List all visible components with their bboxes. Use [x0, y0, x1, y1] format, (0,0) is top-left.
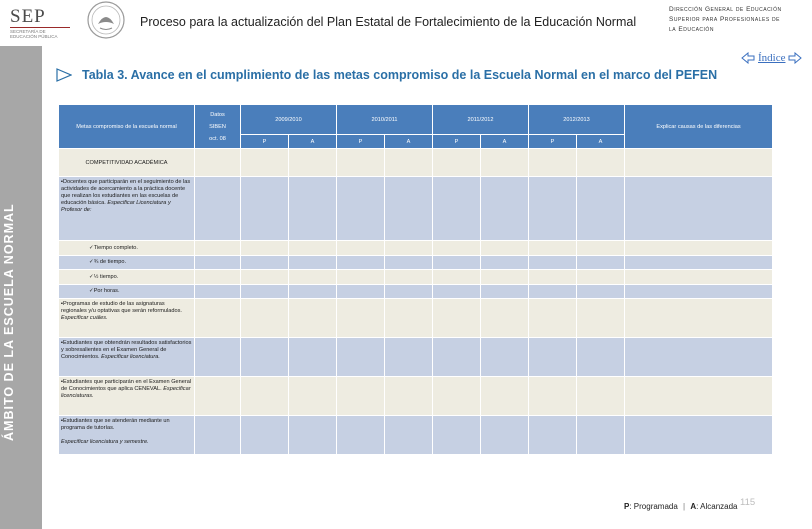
header-sub-a: A — [481, 135, 529, 149]
goal-specification: Especificar licenciatura y semestre. — [61, 439, 149, 445]
value-cell[interactable] — [195, 270, 241, 285]
page-number: 115 — [740, 497, 756, 508]
explanation-cell[interactable] — [625, 377, 773, 416]
value-cell[interactable] — [577, 416, 625, 455]
table-row — [59, 256, 773, 270]
value-cell[interactable] — [577, 270, 625, 285]
value-cell[interactable] — [241, 338, 289, 377]
explanation-cell[interactable] — [625, 241, 773, 256]
section-row — [59, 149, 773, 177]
value-cell[interactable] — [481, 270, 529, 285]
goal-text: Programas de estudio de las asignaturas regionales y/u optativas que serán reformulados. — [61, 301, 182, 314]
table-row — [59, 299, 773, 338]
value-cell[interactable] — [385, 338, 433, 377]
goal-description — [59, 177, 195, 241]
goal-text: Estudiantes que participarán en el Examen General de Conocimientos que aplica CENEVAL. — [61, 379, 192, 392]
header-datos-line-2: SIBEN — [209, 123, 226, 130]
value-cell[interactable] — [385, 177, 433, 241]
header-explicar: Explicar causas de las diferencias — [625, 105, 773, 149]
department-name — [669, 5, 782, 35]
explanation-cell[interactable] — [625, 270, 773, 285]
value-cell[interactable] — [433, 299, 481, 338]
value-cell[interactable] — [195, 285, 241, 299]
value-cell[interactable] — [241, 299, 289, 338]
value-cell[interactable] — [385, 299, 433, 338]
legend — [624, 502, 738, 511]
department-line-3: la Educación — [669, 26, 714, 33]
value-cell[interactable] — [433, 377, 481, 416]
header-title: Proceso para la actualización del Plan Estatal de Fortalecimiento de la Educación Normal — [140, 15, 637, 29]
value-cell[interactable] — [195, 299, 241, 338]
check-bullet-icon: ✓ — [89, 288, 94, 294]
goal-description — [59, 377, 195, 416]
value-cell[interactable] — [433, 338, 481, 377]
table-row — [59, 285, 773, 299]
index-link[interactable]: Índice — [758, 52, 786, 64]
value-cell[interactable] — [481, 416, 529, 455]
value-cell[interactable] — [289, 299, 337, 338]
value-cell[interactable] — [577, 177, 625, 241]
left-section-band — [0, 46, 42, 529]
header-sub-p: P — [529, 135, 577, 149]
value-cell[interactable] — [337, 377, 385, 416]
section-title: COMPETITIVIDAD ACADÉMICA — [59, 149, 195, 177]
value-cell[interactable] — [577, 285, 625, 299]
value-cell[interactable] — [337, 285, 385, 299]
header-sub-a: A — [577, 135, 625, 149]
explanation-cell[interactable] — [625, 299, 773, 338]
explanation-cell[interactable] — [625, 285, 773, 299]
square-bullet-icon: ▪ — [61, 179, 63, 185]
value-cell[interactable] — [195, 241, 241, 256]
table-row — [59, 416, 773, 455]
header-datos-siben — [195, 105, 241, 149]
goal-text: ½ tiempo. — [93, 273, 119, 280]
value-cell[interactable] — [433, 270, 481, 285]
value-cell[interactable] — [241, 285, 289, 299]
value-cell[interactable] — [337, 177, 385, 241]
next-arrow-icon[interactable] — [788, 52, 802, 64]
value-cell[interactable] — [433, 285, 481, 299]
value-cell[interactable] — [241, 177, 289, 241]
value-cell[interactable] — [337, 241, 385, 256]
value-cell[interactable] — [195, 416, 241, 455]
value-cell[interactable] — [289, 177, 337, 241]
goal-text: Por horas. — [93, 288, 120, 294]
value-cell[interactable] — [481, 241, 529, 256]
explanation-cell[interactable] — [625, 256, 773, 270]
department-line-2: Superior para Profesionales de — [669, 16, 780, 23]
table-row — [59, 270, 773, 285]
header-metas: Metas compromiso de la escuela normal — [59, 105, 195, 149]
value-cell[interactable] — [337, 256, 385, 270]
header-datos-line-3: oct. 08 — [209, 135, 226, 142]
header-datos-line-1: Datos — [210, 111, 225, 118]
goal-description — [59, 270, 195, 285]
value-cell[interactable] — [433, 256, 481, 270]
value-cell[interactable] — [577, 377, 625, 416]
goal-text: Estudiantes que se atenderán mediante un programa de tutorías. — [61, 418, 170, 431]
value-cell[interactable] — [241, 416, 289, 455]
header-period-4: 2012/2013 — [529, 105, 625, 135]
check-bullet-icon: ✓ — [89, 259, 94, 265]
value-cell[interactable] — [289, 241, 337, 256]
value-cell[interactable] — [529, 285, 577, 299]
square-bullet-icon: ▪ — [61, 340, 63, 346]
table-row — [59, 241, 773, 256]
table-row — [59, 177, 773, 241]
previous-arrow-icon[interactable] — [741, 52, 755, 64]
value-cell[interactable] — [195, 177, 241, 241]
value-cell[interactable] — [385, 241, 433, 256]
legend-a-key: A — [690, 502, 697, 511]
sep-logo-text: SEP — [10, 6, 46, 27]
header-period-3: 2011/2012 — [433, 105, 529, 135]
goal-text: Estudiantes que obtendrán resultados satisfactorios y sobresalientes en el Examen General de Conocimientos. — [61, 340, 192, 360]
value-cell[interactable] — [241, 377, 289, 416]
explanation-cell[interactable] — [625, 338, 773, 377]
value-cell[interactable] — [529, 299, 577, 338]
explanation-cell[interactable] — [625, 416, 773, 455]
value-cell[interactable] — [481, 177, 529, 241]
legend-separator: | — [683, 502, 686, 511]
goals-table-wrapper — [58, 104, 772, 455]
square-bullet-icon: ▪ — [61, 301, 63, 307]
value-cell[interactable] — [289, 416, 337, 455]
table-title: Tabla 3. Avance en el cumplimiento de las metas compromiso de la Escuela Normal en el marco del PEFEN — [82, 68, 718, 82]
value-cell[interactable] — [337, 416, 385, 455]
value-cell[interactable] — [289, 285, 337, 299]
check-bullet-icon: ✓ — [89, 244, 94, 251]
sep-logo-rule — [10, 27, 70, 28]
play-arrow-icon — [56, 68, 72, 82]
value-cell[interactable] — [529, 256, 577, 270]
national-seal-icon — [86, 0, 126, 40]
department-line-1: Dirección General de Educación — [669, 6, 782, 13]
header-sub-a: A — [385, 135, 433, 149]
value-cell[interactable] — [433, 241, 481, 256]
value-cell[interactable] — [481, 299, 529, 338]
value-cell[interactable] — [289, 270, 337, 285]
goal-specification: Especificar cuáles. — [61, 315, 108, 321]
goal-specification: Especificar licenciaturas. — [61, 386, 191, 399]
value-cell[interactable] — [241, 270, 289, 285]
legend-p-label: : Programada — [629, 502, 678, 511]
value-cell[interactable] — [529, 377, 577, 416]
table-title-row — [56, 66, 717, 84]
goal-text: Docentes que participarán en el seguimiento de las actividades de acercamiento a la práctica docente que realizan los estudiantes en las escuelas de educación básica. — [61, 179, 191, 206]
header-sub-p: P — [241, 135, 289, 149]
header-sub-p: P — [337, 135, 385, 149]
value-cell[interactable] — [385, 256, 433, 270]
legend-p-key: P — [624, 502, 630, 511]
goal-text: Tiempo completo. — [93, 244, 138, 251]
section-label: ÁMBITO DE LA ESCUELA NORMAL — [2, 203, 16, 441]
value-cell[interactable] — [289, 256, 337, 270]
value-cell[interactable] — [385, 416, 433, 455]
value-cell[interactable] — [337, 338, 385, 377]
goal-description — [59, 338, 195, 377]
header — [0, 0, 812, 46]
value-cell[interactable] — [289, 377, 337, 416]
goal-description — [59, 256, 195, 270]
goal-description — [59, 299, 195, 338]
value-cell[interactable] — [577, 241, 625, 256]
header-sub-a: A — [289, 135, 337, 149]
value-cell[interactable] — [241, 241, 289, 256]
value-cell[interactable] — [385, 285, 433, 299]
value-cell[interactable] — [195, 338, 241, 377]
value-cell[interactable] — [241, 256, 289, 270]
value-cell[interactable] — [529, 270, 577, 285]
header-period-1: 2009/2010 — [241, 105, 337, 135]
value-cell[interactable] — [481, 256, 529, 270]
value-cell[interactable] — [433, 177, 481, 241]
legend-a-label: : Alcanzada — [696, 502, 738, 511]
value-cell[interactable] — [289, 338, 337, 377]
square-bullet-icon: ▪ — [61, 418, 63, 424]
square-bullet-icon: ▪ — [61, 379, 63, 385]
value-cell[interactable] — [481, 285, 529, 299]
sep-logo — [2, 2, 74, 42]
goal-description — [59, 241, 195, 256]
table-row — [59, 377, 773, 416]
value-cell[interactable] — [481, 338, 529, 377]
value-cell[interactable] — [195, 256, 241, 270]
goal-text: ¾ de tiempo. — [93, 259, 127, 265]
value-cell[interactable] — [577, 299, 625, 338]
value-cell[interactable] — [433, 416, 481, 455]
value-cell[interactable] — [529, 416, 577, 455]
goal-description — [59, 416, 195, 455]
value-cell[interactable] — [195, 377, 241, 416]
sep-logo-subtitle: SECRETARÍA DE EDUCACIÓN PÚBLICA — [10, 29, 58, 39]
table-row — [59, 338, 773, 377]
value-cell[interactable] — [337, 299, 385, 338]
goal-specification: Especificar licenciatura. — [99, 354, 160, 360]
value-cell[interactable] — [385, 377, 433, 416]
header-period-2: 2010/2011 — [337, 105, 433, 135]
value-cell[interactable] — [529, 338, 577, 377]
value-cell[interactable] — [337, 270, 385, 285]
goals-table — [58, 104, 773, 455]
value-cell[interactable] — [529, 177, 577, 241]
value-cell[interactable] — [529, 241, 577, 256]
goal-specification: Especificar Licenciatura y Profesor de: — [61, 200, 171, 213]
value-cell[interactable] — [577, 256, 625, 270]
check-bullet-icon: ✓ — [89, 273, 94, 280]
header-sub-p: P — [433, 135, 481, 149]
value-cell[interactable] — [385, 270, 433, 285]
goal-description — [59, 285, 195, 299]
value-cell[interactable] — [481, 377, 529, 416]
navigation — [741, 52, 802, 64]
value-cell[interactable] — [577, 338, 625, 377]
explanation-cell[interactable] — [625, 177, 773, 241]
